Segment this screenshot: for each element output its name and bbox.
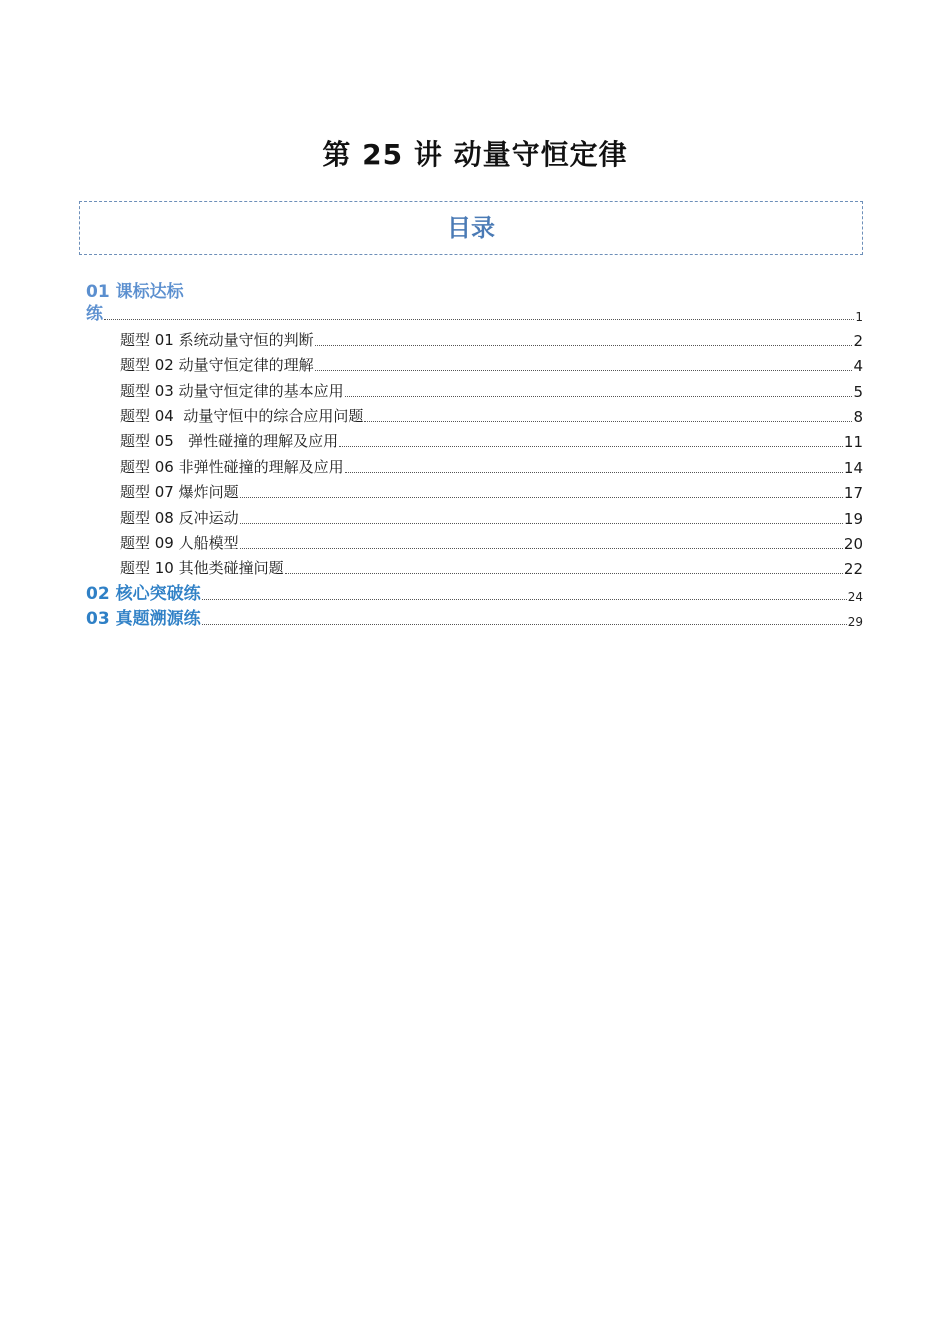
leader-dots [202, 623, 847, 625]
toc-item-page: 22 [843, 560, 863, 578]
toc-item[interactable] [120, 506, 863, 528]
toc-item-label: 题型 06 非弹性碰撞的理解及应用 [120, 458, 344, 476]
toc-item[interactable] [120, 556, 863, 578]
leader-dots [315, 344, 853, 346]
toc-section-1[interactable] [86, 302, 863, 324]
toc-item-page: 8 [853, 408, 863, 426]
toc-item-page: 19 [843, 510, 863, 528]
toc-item-label: 题型 10 其他类碰撞问题 [120, 559, 284, 577]
toc-item-label: 题型 07 爆炸问题 [120, 483, 239, 501]
leader-dots [345, 395, 853, 397]
toc-item-page: 2 [853, 332, 863, 350]
toc-item-page: 5 [853, 383, 863, 401]
document-title: 第 25 讲 动量守恒定律 [322, 138, 628, 171]
toc-item[interactable] [120, 531, 863, 553]
toc-section-2-page: 24 [847, 590, 863, 604]
toc-item-label: 题型 05 弹性碰撞的理解及应用 [120, 432, 339, 450]
leader-dots [104, 318, 854, 320]
toc-section-2-label: 02 核心突破练 [86, 584, 201, 604]
toc-section-3-page: 29 [847, 615, 863, 629]
toc-section-1-page: 1 [855, 310, 863, 324]
toc-item[interactable] [120, 455, 863, 477]
toc-item-label: 题型 03 动量守恒定律的基本应用 [120, 382, 344, 400]
leader-dots [339, 445, 843, 447]
leader-dots [202, 598, 847, 600]
toc-item-page: 14 [843, 459, 863, 477]
toc-section-1-label: 练 [86, 304, 103, 324]
toc-item[interactable] [120, 379, 863, 401]
toc-item-label: 题型 09 人船模型 [120, 534, 239, 552]
toc-item-page: 4 [853, 357, 863, 375]
toc-item-page: 17 [843, 484, 863, 502]
toc-item[interactable] [120, 480, 863, 502]
leader-dots [240, 522, 843, 524]
toc-heading: 目录 [447, 214, 495, 242]
toc-item[interactable] [120, 404, 863, 426]
leader-dots [315, 369, 853, 371]
toc-item-label: 题型 08 反冲运动 [120, 509, 239, 527]
toc-item-page: 11 [843, 433, 863, 451]
toc-item[interactable] [120, 328, 863, 350]
toc-item-label: 题型 02 动量守恒定律的理解 [120, 356, 314, 374]
leader-dots [285, 572, 843, 574]
leader-dots [345, 471, 843, 473]
leader-dots [240, 496, 843, 498]
toc-item-page: 20 [843, 535, 863, 553]
toc-heading-box [79, 201, 863, 255]
toc-item-label: 题型 04 动量守恒中的综合应用问题 [120, 407, 364, 425]
toc-item[interactable] [120, 429, 863, 451]
toc-section-1-line1[interactable]: 01 课标达标 [86, 282, 184, 302]
toc-item[interactable] [120, 353, 863, 375]
toc-section-3-label: 03 真题溯源练 [86, 609, 201, 629]
toc-section-2[interactable] [86, 582, 863, 604]
leader-dots [240, 547, 843, 549]
toc-section-3[interactable] [86, 607, 863, 629]
leader-dots [364, 420, 852, 422]
toc-item-label: 题型 01 系统动量守恒的判断 [120, 331, 314, 349]
